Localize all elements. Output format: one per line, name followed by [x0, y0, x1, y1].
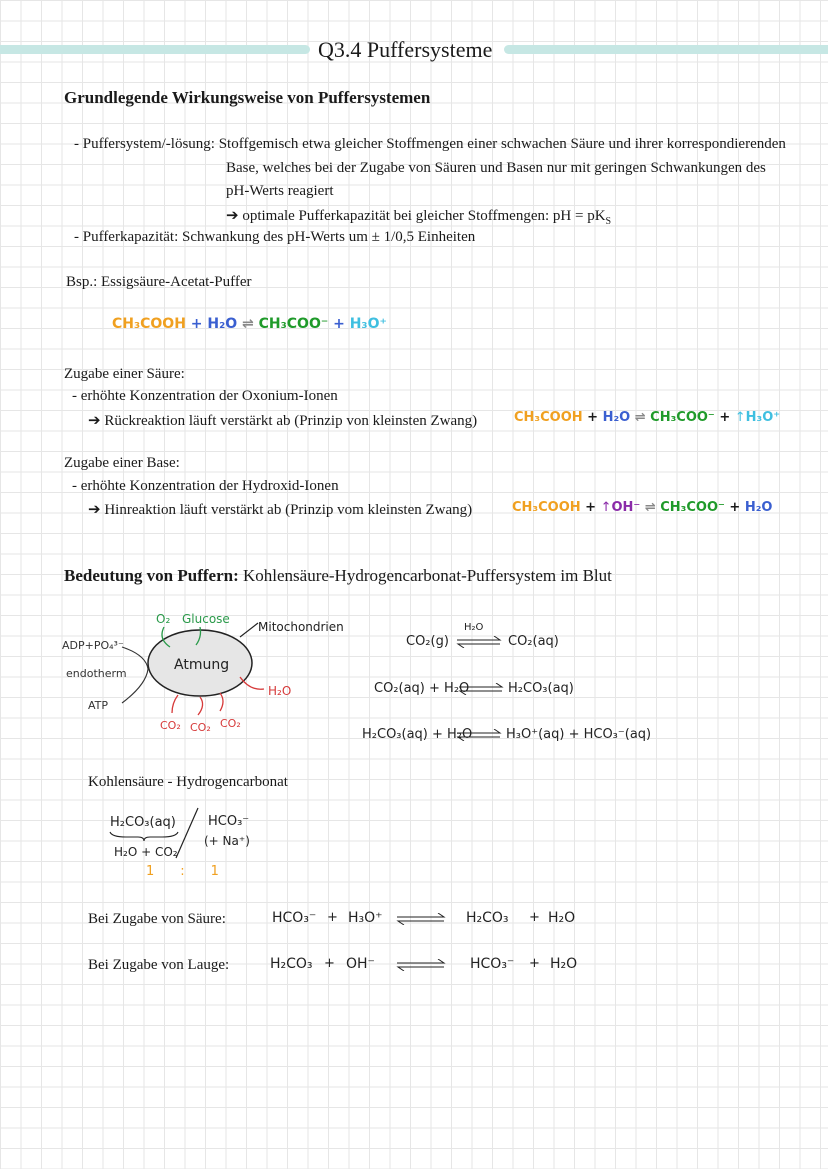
add-acid-product-2: H₂O	[548, 910, 576, 926]
add-base-label: Bei Zugabe von Lauge:	[88, 957, 230, 973]
add-base-product-1: HCO₃⁻	[470, 956, 515, 972]
add-base-plus-2: +	[529, 956, 540, 971]
bullet-text-line1: Stoffgemisch etwa gleicher Stoffmengen einer schwachen Säure und ihrer korrespondierenden	[218, 136, 786, 152]
co2-arrow-2	[198, 697, 203, 715]
mito-label: Mitochondrien	[258, 620, 344, 634]
add-acid-label: Bei Zugabe von Säure:	[88, 911, 226, 927]
pair-acid: H₂CO₃(aq)	[110, 815, 176, 830]
add-acid-plus-2: +	[529, 910, 540, 925]
add-acid-reactant-2: H₃O⁺	[348, 910, 383, 926]
acid-heading: Zugabe einer Säure:	[64, 366, 185, 382]
ratio: 1 : 1	[146, 864, 219, 879]
co2-label-2: CO₂	[190, 721, 211, 734]
add-base-plus-1: +	[324, 956, 335, 971]
page-title: Q3.4 Puffersysteme	[318, 37, 493, 62]
equilibrium-2-right: H₂CO₃(aq)	[508, 681, 574, 696]
acid-bullet: - erhöhte Konzentration der Oxonium-Ionen	[72, 388, 338, 404]
co2-label-1: CO₂	[160, 719, 181, 732]
equilibrium-3-left: H₂CO₃(aq) + H₂O	[362, 727, 473, 742]
glucose-label: Glucose	[182, 612, 230, 626]
add-acid-product-1: H₂CO₃	[466, 910, 509, 926]
equilibrium-1-left: CO₂(g)	[406, 634, 449, 649]
co2-arrow-1	[172, 695, 178, 713]
pair-base: HCO₃⁻	[208, 814, 250, 829]
add-acid-arrow	[396, 913, 446, 925]
base-heading: Zugabe einer Base:	[64, 455, 180, 471]
bullet-text-line2: Base, welches bei der Zugabe von Säuren und Basen nur mit geringen Schwankungen des	[226, 160, 766, 176]
atmung-label: Atmung	[174, 657, 230, 673]
respiration-diagram	[60, 605, 360, 745]
pair-acid-sub: H₂O + CO₂	[114, 845, 178, 859]
add-base-arrow	[396, 959, 446, 971]
bullet-text-line3: pH-Werts reagiert	[226, 183, 334, 199]
equilibrium-1-over: H₂O	[464, 622, 484, 633]
o2-label: O₂	[156, 612, 171, 626]
bullet-label: Puffersystem/-lösung:	[82, 136, 215, 152]
title-decoration-left	[0, 45, 310, 54]
atp-label: ATP	[88, 699, 109, 712]
acid-consequence: ➔ Rückreaktion läuft verstärkt ab (Prinzip von kleinsten Zwang)	[88, 413, 478, 429]
bullet-text-line4: ➔ optimale Pufferkapazität bei gleicher Stoffmengen: pH = $pK_S$	[226, 208, 612, 227]
co2-arrow-3	[220, 693, 223, 711]
add-base-product-2: H₂O	[550, 956, 578, 972]
add-base-reactant-2: OH⁻	[346, 956, 375, 972]
equilibrium-1-right: CO₂(aq)	[508, 634, 559, 649]
reaction-equation-acid: CH₃COOH + H₂O ⇌ CH₃COO⁻ + ↑H₃O⁺	[514, 410, 781, 425]
equilibrium-arrow-2	[458, 683, 504, 695]
pair-base-sub: (+ Na⁺)	[204, 834, 250, 848]
section-heading-blood-buffer: Bedeutung von Puffern: Kohlensäure-Hydrogencarbonat-Puffersystem im Blut	[64, 566, 612, 585]
equilibrium-3-right: H₃O⁺(aq) + HCO₃⁻(aq)	[506, 727, 652, 742]
base-bullet: - erhöhte Konzentration der Hydroxid-Ionen	[72, 478, 339, 494]
equilibrium-arrow-1	[456, 636, 502, 648]
example-label: Bsp.: Essigsäure-Acetat-Puffer	[66, 274, 252, 290]
reaction-equation-base: CH₃COOH + ↑OH⁻ ⇌ CH₃COO⁻ + H₂O	[512, 500, 773, 515]
mito-line	[240, 623, 258, 637]
add-base-reactant-1: H₂CO₃	[270, 956, 313, 972]
adp-label: ADP+PO₄³⁻	[62, 639, 124, 652]
equilibrium-2-left: CO₂(aq) + H₂O	[374, 681, 470, 696]
pair-label: Kohlensäure - Hydrogencarbonat	[88, 774, 288, 790]
title-decoration-right	[504, 45, 828, 54]
add-acid-plus-1: +	[327, 910, 338, 925]
reaction-equation-main: CH₃COOH + H₂O ⇌ CH₃COO⁻ + H₃O⁺	[112, 316, 387, 332]
bullet-pufferkapazitaet: - Pufferkapazität: Schwankung des pH-Werts um ± 1/0,5 Einheiten	[74, 229, 476, 245]
section-heading-basics: Grundlegende Wirkungsweise von Puffersystemen	[64, 88, 431, 107]
bullet-puffersystem: - Puffersystem/-lösung: Stoffgemisch etwa gleicher Stoffmengen einer schwachen Säure und ihrer korrespondierenden	[74, 136, 786, 152]
endotherm-label: endotherm	[66, 667, 127, 680]
add-acid-reactant-1: HCO₃⁻	[272, 910, 317, 926]
pair-acid-brace	[108, 831, 180, 841]
base-consequence: ➔ Hinreaktion läuft verstärkt ab (Prinzip vom kleinsten Zwang)	[88, 502, 473, 518]
h2o-label: H₂O	[268, 684, 292, 698]
co2-label-3: CO₂	[220, 717, 241, 730]
pair-slash	[172, 806, 202, 860]
equilibrium-arrow-3	[456, 729, 502, 741]
